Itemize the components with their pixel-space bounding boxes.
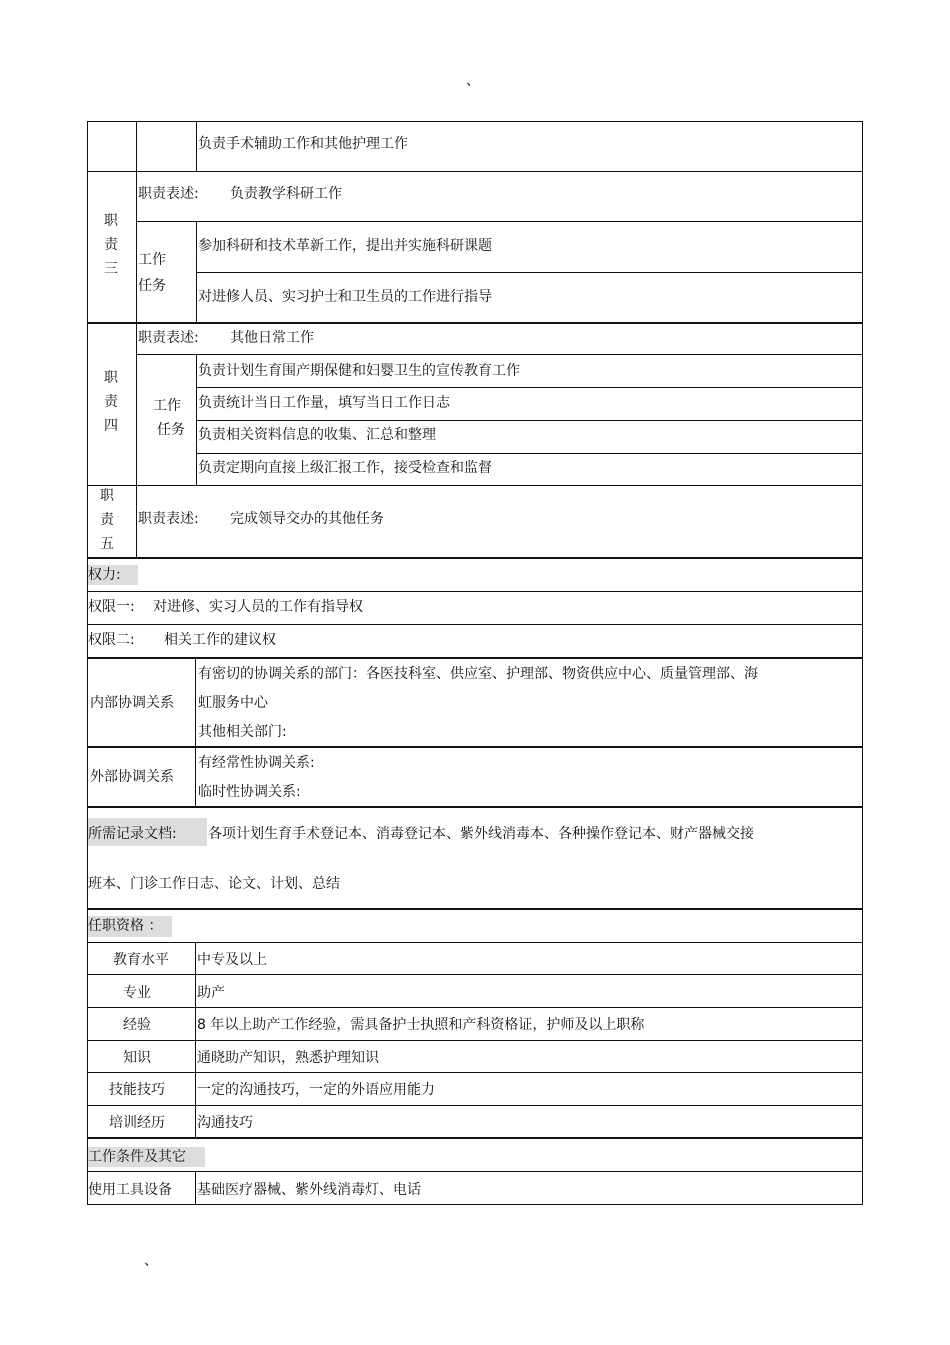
qualification-label: 教育水平 bbox=[113, 952, 169, 968]
qualification-value: 8 年以上助产工作经验，需具备护士执照和产科资格证，护师及以上职称 bbox=[197, 1017, 645, 1033]
duty3-pre-task: 负责手术辅助工作和其他护理工作 bbox=[198, 136, 408, 152]
duty4-task-3: 负责相关资料信息的收集、汇总和整理 bbox=[198, 427, 436, 443]
duty3-label-char: 职 bbox=[104, 213, 118, 229]
duty4-desc: 其他日常工作 bbox=[230, 330, 314, 346]
duty5-label-char: 责 bbox=[100, 512, 114, 528]
qualification-value: 沟通技巧 bbox=[197, 1115, 253, 1131]
internal-line-1: 有密切的协调关系的部门：各医技科室、供应室、护理部、物资供应中心、质量管理部、海 bbox=[198, 666, 758, 682]
records-line-1: 各项计划生育手术登记本、消毒登记本、紫外线消毒本、各种操作登记本、财产器械交接 bbox=[208, 826, 754, 842]
qualification-label: 技能技巧 bbox=[109, 1082, 165, 1098]
duty4-task-2: 负责统计当日工作量，填写当日工作日志 bbox=[198, 395, 450, 411]
qualification-value: 通晓助产知识，熟悉护理知识 bbox=[197, 1050, 379, 1066]
duty3-label bbox=[99, 209, 123, 281]
internal-label: 内部协调关系 bbox=[90, 695, 174, 711]
conditions-header: 工作条件及其它 bbox=[88, 1149, 186, 1165]
duty5-desc-label: 职责表述: bbox=[138, 511, 199, 527]
page-mark-bottom: 、 bbox=[144, 1253, 158, 1269]
external-label: 外部协调关系 bbox=[90, 769, 174, 785]
duty4-task-label-line: 工作 bbox=[153, 398, 181, 414]
qualification-value: 中专及以上 bbox=[197, 952, 267, 968]
duty3-label-char: 三 bbox=[104, 261, 118, 277]
authority-1-text: 对进修、实习人员的工作有指导权 bbox=[153, 599, 363, 615]
qualifications-header: 任职资格 ： bbox=[88, 918, 163, 934]
authority-2-label: 权限二: bbox=[88, 632, 135, 648]
duty3-desc: 负责教学科研工作 bbox=[230, 186, 342, 202]
authority-1-label: 权限一: bbox=[88, 599, 135, 615]
duty3-task-2: 对进修人员、实习护士和卫生员的工作进行指导 bbox=[198, 289, 492, 305]
duty3-task-label-line: 任务 bbox=[138, 278, 166, 294]
qualification-label: 经验 bbox=[123, 1017, 151, 1033]
internal-line-2: 虹服务中心 bbox=[198, 695, 268, 711]
duty4-task-label bbox=[147, 394, 187, 442]
duty4-label-char: 责 bbox=[104, 394, 118, 410]
duty4-task-1: 负责计划生育围产期保健和妇婴卫生的宣传教育工作 bbox=[198, 363, 520, 379]
qualification-label: 知识 bbox=[123, 1050, 151, 1066]
qualification-label: 培训经历 bbox=[109, 1115, 165, 1131]
duty3-task-label-line: 工作 bbox=[138, 252, 166, 268]
authority-2-text: 相关工作的建议权 bbox=[164, 632, 276, 648]
duty5-desc: 完成领导交办的其他任务 bbox=[230, 511, 384, 527]
tools-value: 基础医疗器械、紫外线消毒灯、电话 bbox=[197, 1182, 421, 1198]
page-mark-top: 、 bbox=[466, 73, 480, 89]
tools-label: 使用工具设备 bbox=[88, 1182, 172, 1198]
duty4-label-char: 四 bbox=[104, 418, 118, 434]
duty4-label bbox=[99, 366, 123, 438]
records-line-2: 班本、门诊工作日志、论文、计划、总结 bbox=[88, 876, 340, 892]
duty3-desc-label: 职责表述: bbox=[138, 186, 199, 202]
duty5-label-char: 五 bbox=[100, 536, 114, 552]
duty4-desc-label: 职责表述: bbox=[138, 330, 199, 346]
duty3-label-char: 责 bbox=[104, 237, 118, 253]
duty5-label bbox=[95, 484, 119, 556]
qualification-label: 专业 bbox=[123, 985, 151, 1001]
duty3-task-label bbox=[138, 247, 166, 299]
external-line-1: 有经常性协调关系: bbox=[198, 755, 315, 771]
duty4-task-label-line: 任务 bbox=[157, 422, 185, 438]
authority-header: 权力: bbox=[88, 567, 121, 583]
job-description-table bbox=[87, 121, 863, 1205]
external-line-2: 临时性协调关系: bbox=[198, 784, 301, 800]
records-label: 所需记录文档: bbox=[88, 826, 177, 842]
internal-line-3: 其他相关部门: bbox=[198, 724, 287, 740]
duty4-label-char: 职 bbox=[104, 370, 118, 386]
duty3-task-1: 参加科研和技术革新工作，提出并实施科研课题 bbox=[198, 238, 492, 254]
qualification-value: 一定的沟通技巧，一定的外语应用能力 bbox=[197, 1082, 435, 1098]
duty5-label-char: 职 bbox=[100, 488, 114, 504]
qualification-value: 助产 bbox=[197, 985, 225, 1001]
duty4-task-4: 负责定期向直接上级汇报工作，接受检查和监督 bbox=[198, 460, 492, 476]
